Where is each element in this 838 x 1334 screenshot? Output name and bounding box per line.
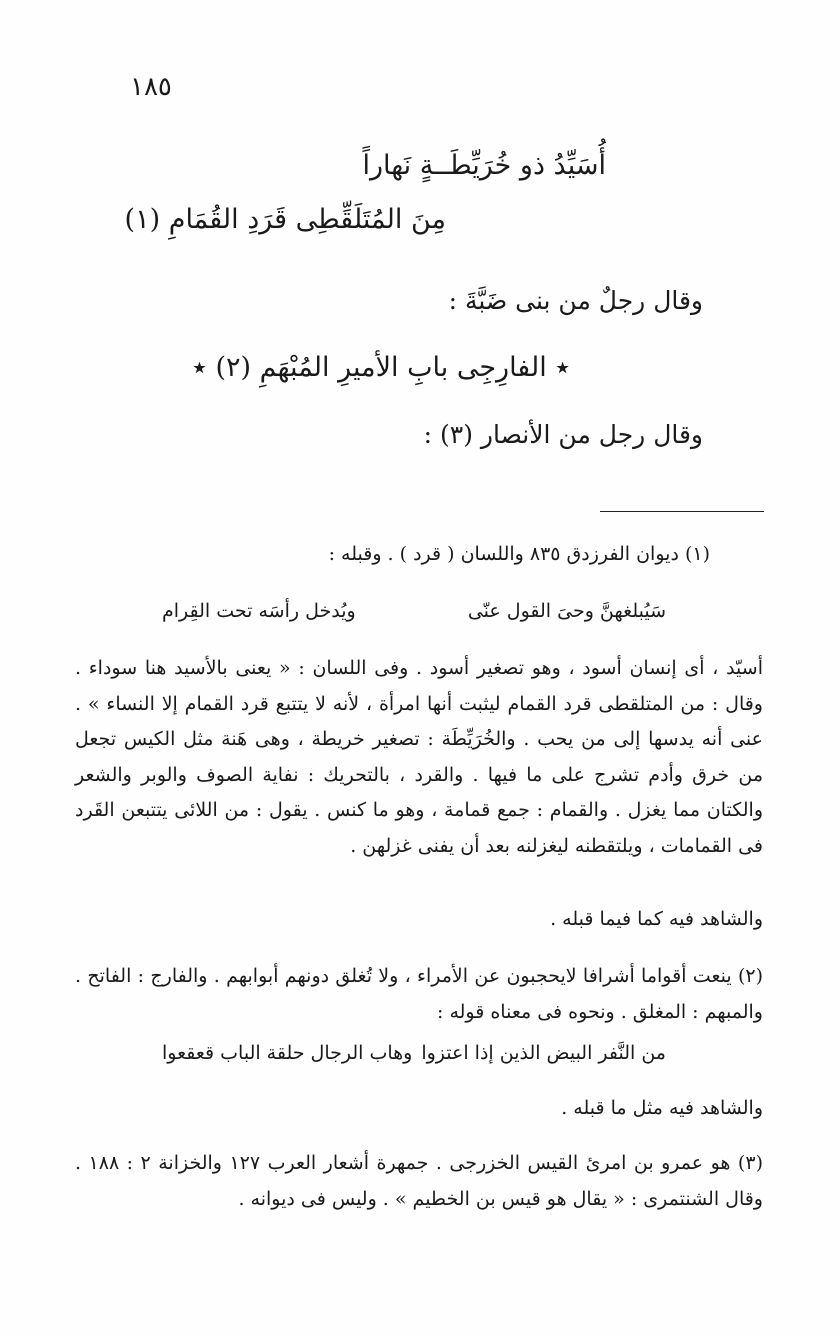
footnote-1-head: (١) ديوان الفرزدق ٨٣٥ واللسان ( قرد ) . وقبله : — [328, 543, 710, 565]
verse-hemistich-1: أُسَيِّدُ ذو خُرَيِّطَــةٍ نَهاراً — [362, 150, 606, 181]
footnote-3-body: (٣) هو عمرو بن امرئ القيس الخزرجى . جمهرة أشعار العرب ١٢٧ والخزانة ٢ : ١٨٨ . وقال الشنتمرى : « يقال هو قيس بن الخطيم » . وليس فى ديوانه . — [75, 1152, 763, 1210]
verse-middle: ٭ الفارِجِى بابِ الأميرِ المُبْهَمِ (٢) ٭ — [192, 352, 570, 383]
footnote-2-witness: والشاهد فيه مثل ما قبله . — [561, 1097, 763, 1119]
footnote-1-body: أسيّد ، أى إنسان أسود ، وهو تصغير أسود . وفى اللسان : « يعنى بالأسيد هنا سوداء . وقال : من المتلقطى قرد القمام ليثبت أنها امرأة ، لأنه لا يتتبع قرد القمام إلا النساء » . عنى أنه يدسها إلى من يحب . والخُرَيِّطَة : تصغير خريطة ، وهى هَنة مثل الكيس تجعل من خرق وأدم تشرج على ما فيها . والقرد ، بالتحريك : نفاية الصوف والوبر والشعر والكتان مما يغزل . والقمام : جمع قمامة ، وهو ما كنس . يقول : من اللائى يتتبعن القَرد فى القمامات ، ويلتقطنه ليغزلنه بعد أن يفنى غزلهن . — [75, 657, 763, 857]
verse-hemistich-2: مِنَ المُتَلَقِّطِى قَرَدِ القُمَامِ (١) — [124, 204, 446, 235]
footnote-separator — [600, 511, 764, 512]
page-number: ١٨٥ — [130, 72, 172, 102]
footnote-2-verse-left: وهاب الرجال حلقة الباب قعقعوا — [162, 1042, 413, 1064]
footnote-1-witness: والشاهد فيه كما فيما قبله . — [550, 908, 763, 930]
footnote-1-verse-left: ويُدخل رأسَه تحت القِرام — [162, 600, 356, 622]
narration-line-2: وقال رجل من الأنصار (٣) : — [423, 420, 703, 449]
footnote-2-verse-right: من النَّفر البيض الذين إذا اعتزوا — [421, 1042, 666, 1064]
footnote-1-verse-right: سَيُبلغهنَّ وحىَ القول عنّى — [467, 600, 666, 622]
footnote-2-body: (٢) ينعت أقواما أشرافا لايحجبون عن الأمراء ، ولا تُغلق دونهم أبوابهم . والفارج : الفاتح . والمبهم : المغلق . ونحوه فى معناه قوله : — [75, 965, 763, 1023]
narration-line-1: وقال رجلٌ من بنى ضَبَّةَ : — [448, 286, 703, 315]
